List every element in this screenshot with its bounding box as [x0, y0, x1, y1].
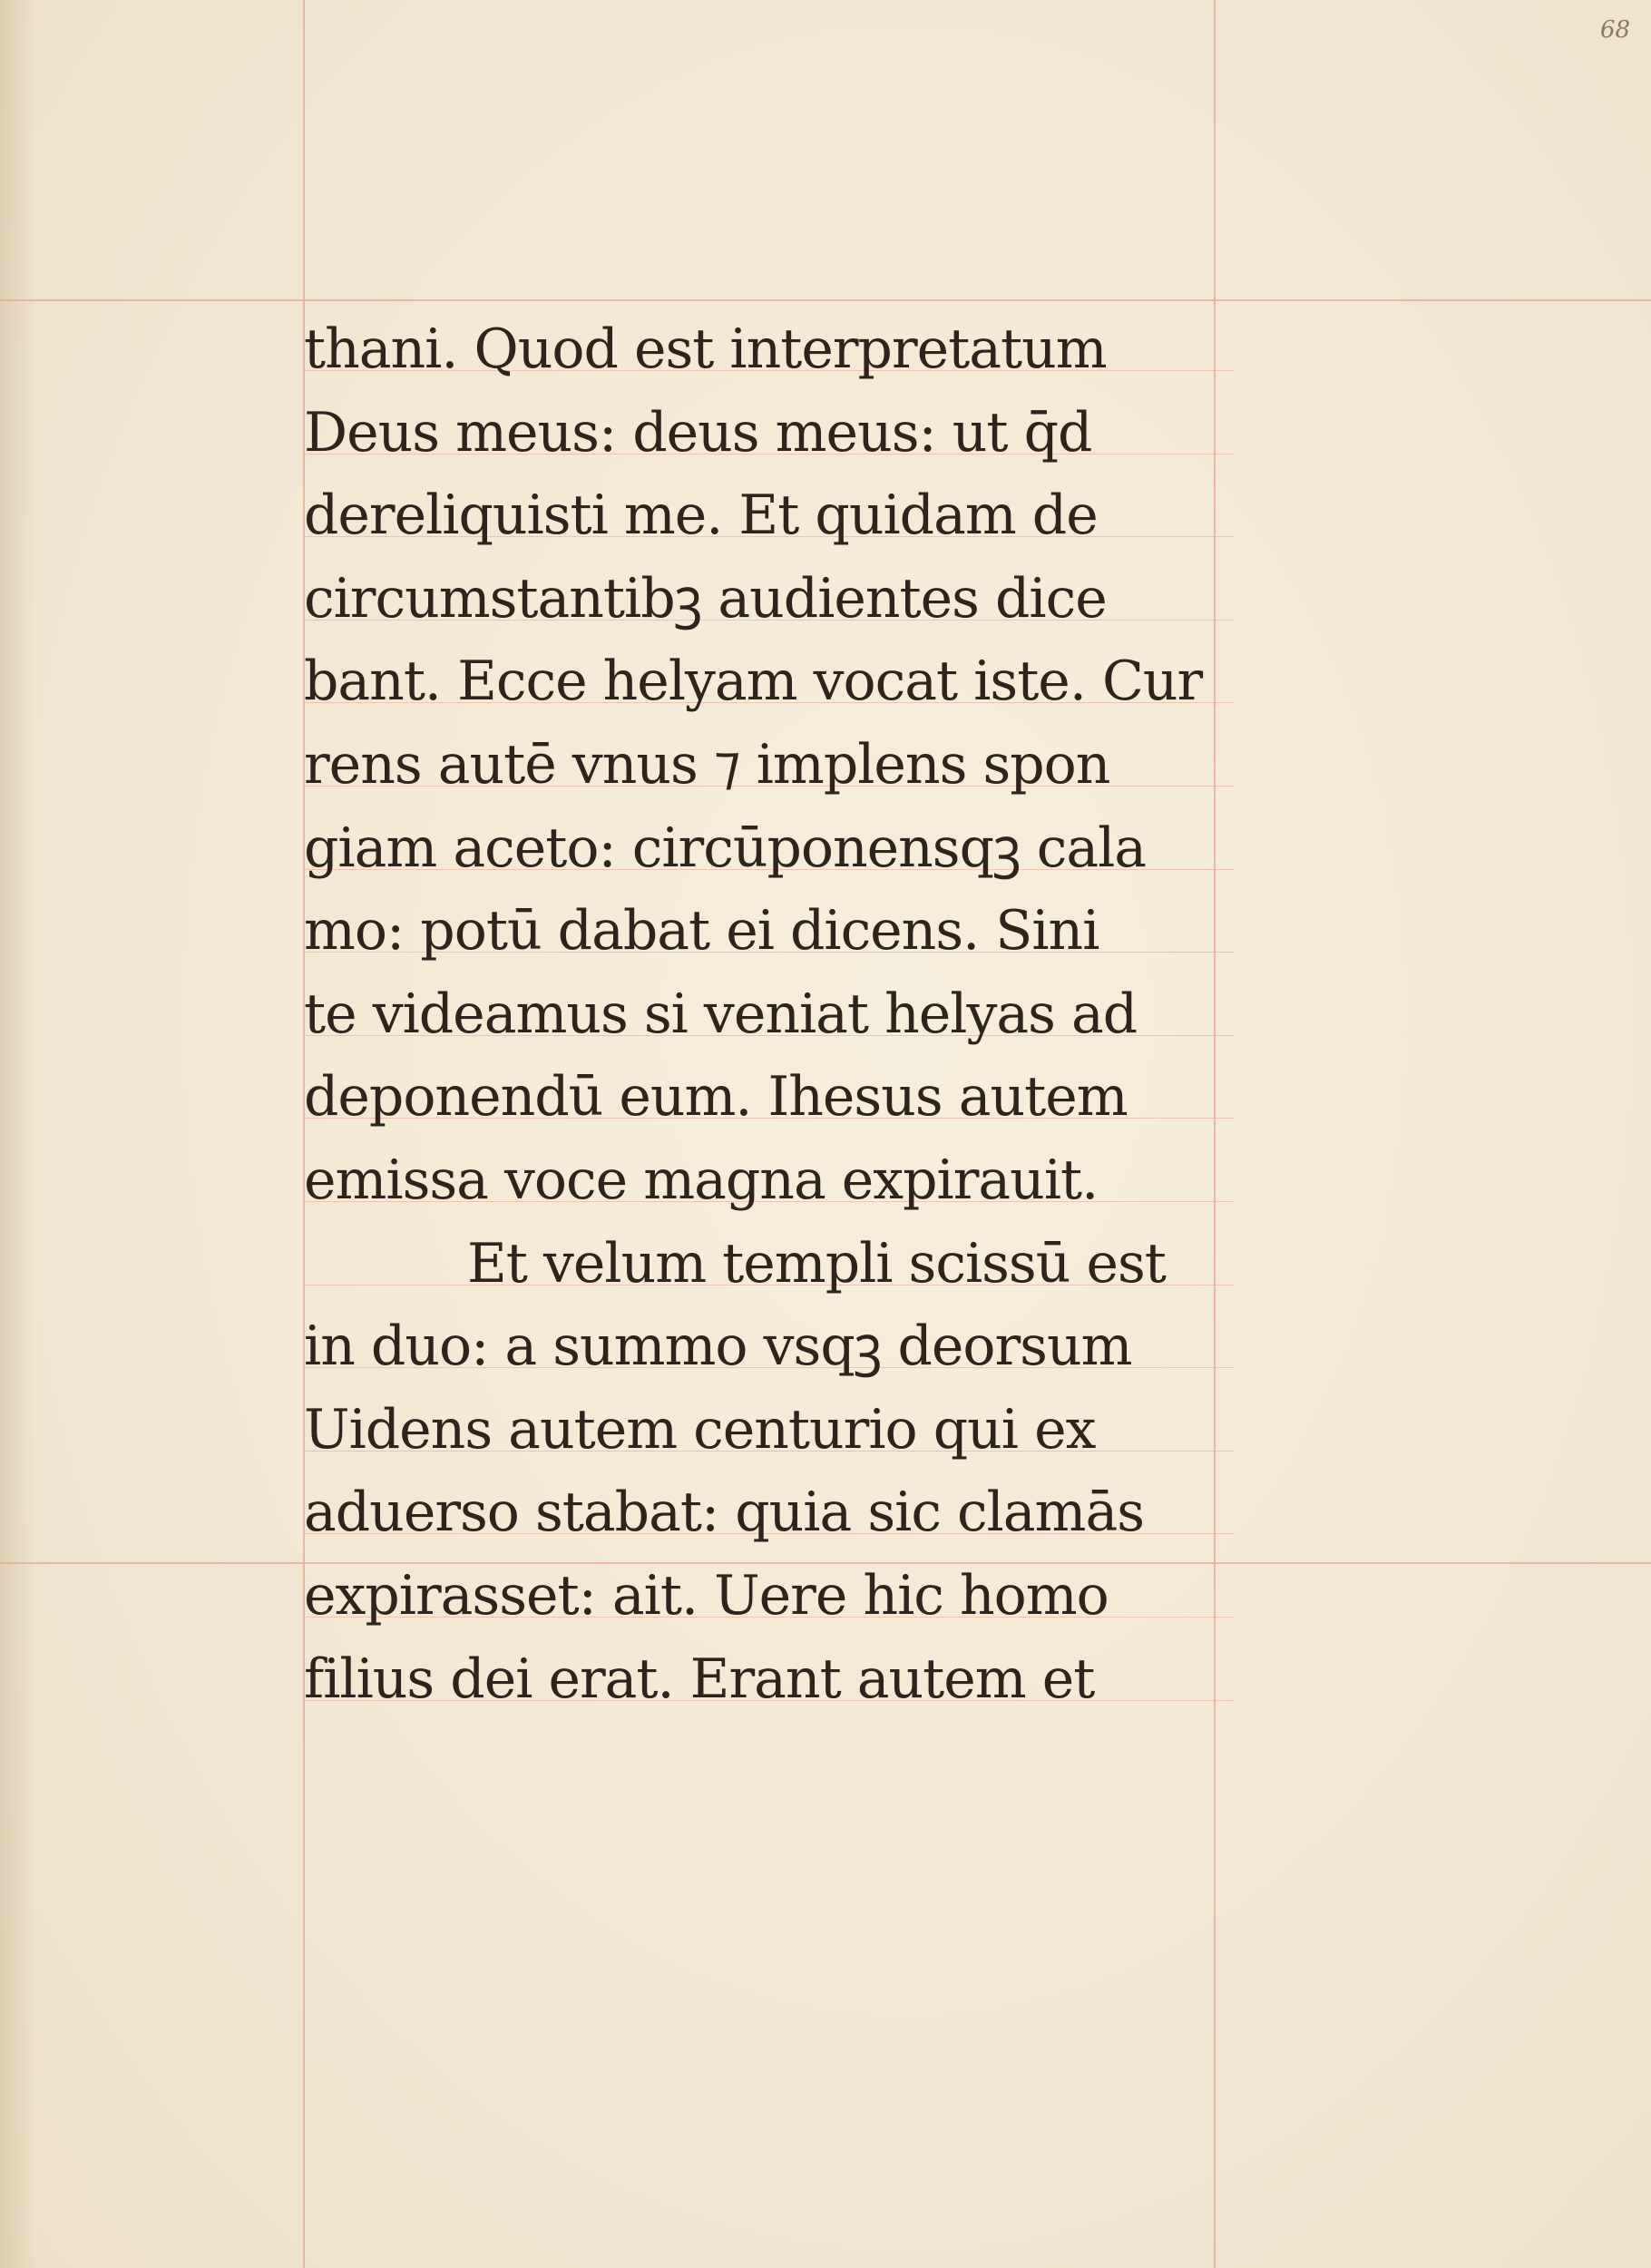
paragraph-start-line: Et velum templi scissū est	[467, 1231, 1166, 1295]
text-line: expirasset: ait. Uere hic homo	[304, 1563, 1109, 1628]
text-line: circumstantibꝫ audientes dice	[304, 566, 1107, 631]
text-line: mo: potū dabat ei dicens. Sini	[304, 899, 1099, 963]
text-line: Deus meus: deus meus: ut q̄d	[304, 400, 1092, 464]
text-line: Uidens autem centurio qui ex	[304, 1397, 1096, 1461]
folio-number: 68	[1600, 16, 1631, 44]
top-margin-rule	[0, 299, 1651, 301]
text-line: giam aceto: circūponensqꝫ cala	[304, 816, 1147, 880]
text-line: filius dei erat. Erant autem et	[304, 1647, 1095, 1711]
text-line: aduerso stabat: quia sic clamās	[304, 1481, 1145, 1545]
text-line: in duo: a summo vsqꝫ deorsum	[304, 1315, 1132, 1379]
text-line: bant. Ecce helyam vocat iste. Cur	[304, 650, 1203, 714]
text-line: te videamus si veniat helyas ad	[304, 982, 1138, 1046]
text-line: dereliquisti me. Et quidam de	[304, 484, 1098, 548]
text-line: rens autē vnus ⁊ implens spon	[304, 732, 1110, 797]
text-line: thani. Quod est interpretatum	[304, 318, 1107, 381]
text-block	[304, 308, 1247, 1721]
text-line: deponendū eum. Ihesus autem	[304, 1065, 1128, 1129]
binding-gutter-shadow	[0, 0, 36, 2268]
text-line: emissa voce magna expirauit.	[304, 1148, 1099, 1212]
